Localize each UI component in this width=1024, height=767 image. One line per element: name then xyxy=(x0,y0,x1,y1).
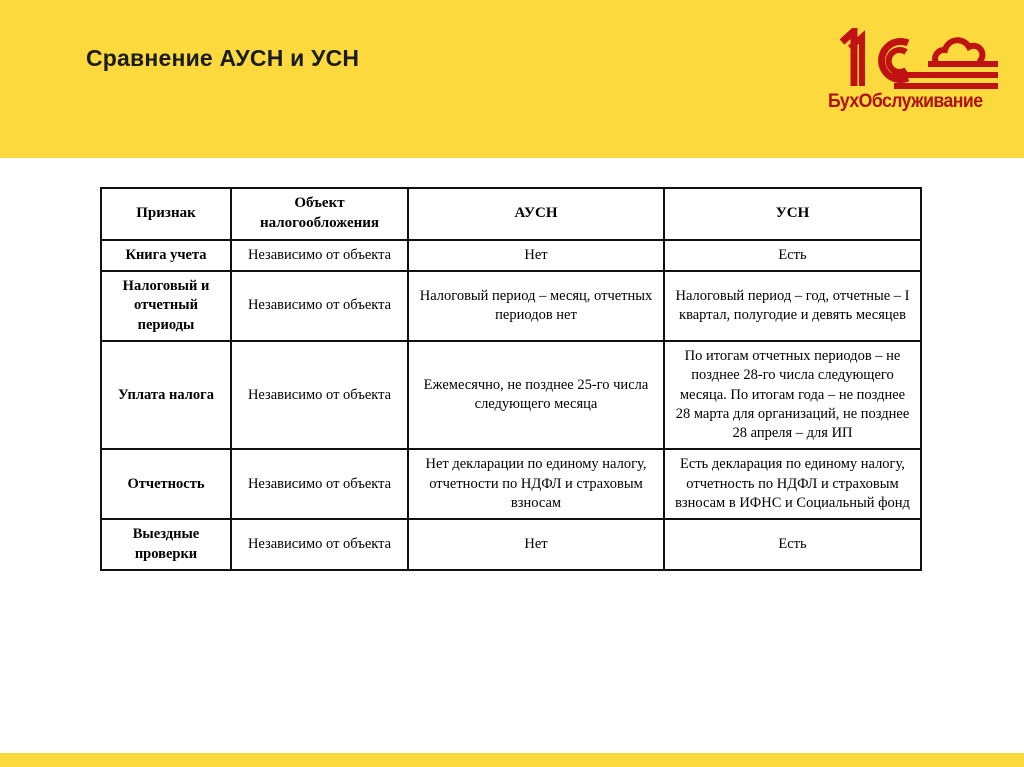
footer-band xyxy=(0,753,1024,767)
cell-object: Независимо от объекта xyxy=(231,449,408,519)
cell-feature: Книга учета xyxy=(101,240,231,271)
cell-ausn: Ежемесячно, не позднее 25-го числа следующего месяца xyxy=(408,341,664,449)
logo-wordmark: БухОбслуживание xyxy=(828,91,983,112)
table-row xyxy=(101,240,921,271)
cell-ausn: Нет xyxy=(408,519,664,570)
column-header-feature: Признак xyxy=(101,188,231,240)
table-row xyxy=(101,341,921,449)
comparison-table xyxy=(100,187,922,571)
cell-object: Независимо от объекта xyxy=(231,519,408,570)
cell-usn: Есть xyxy=(664,519,921,570)
cell-object: Независимо от объекта xyxy=(231,341,408,449)
cell-object: Независимо от объекта xyxy=(231,271,408,341)
cell-feature: Отчетность xyxy=(101,449,231,519)
table-header-row xyxy=(101,188,921,240)
column-header-ausn: АУСН xyxy=(408,188,664,240)
brand-logo xyxy=(828,28,1008,123)
column-header-object: Объект налогообложения xyxy=(231,188,408,240)
comparison-table-container xyxy=(100,187,920,571)
cell-ausn: Налоговый период – месяц, отчетных периодов нет xyxy=(408,271,664,341)
cell-usn: Есть декларация по единому налогу, отчетность по НДФЛ и страховым взносам в ИФНС и Социальный фонд xyxy=(664,449,921,519)
table-row xyxy=(101,271,921,341)
cell-usn: Налоговый период – год, отчетные – I квартал, полугодие и девять месяцев xyxy=(664,271,921,341)
cell-object: Независимо от объекта xyxy=(231,240,408,271)
cell-feature: Налоговый и отчетный периоды xyxy=(101,271,231,341)
1c-cloud-logo-icon xyxy=(832,28,1008,90)
cell-feature: Выездные проверки xyxy=(101,519,231,570)
cell-usn: По итогам отчетных периодов – не позднее 28-го числа следующего месяца. По итогам года – не позднее 28 марта для организаций, не позднее 28 апреля – для ИП xyxy=(664,341,921,449)
cell-ausn: Нет xyxy=(408,240,664,271)
table-row xyxy=(101,519,921,570)
page-title: Сравнение АУСН и УСН xyxy=(86,45,360,71)
cell-usn: Есть xyxy=(664,240,921,271)
header-band xyxy=(0,0,1024,158)
cell-feature: Уплата налога xyxy=(101,341,231,449)
column-header-usn: УСН xyxy=(664,188,921,240)
table-row xyxy=(101,449,921,519)
cell-ausn: Нет декларации по единому налогу, отчетности по НДФЛ и страховым взносам xyxy=(408,449,664,519)
